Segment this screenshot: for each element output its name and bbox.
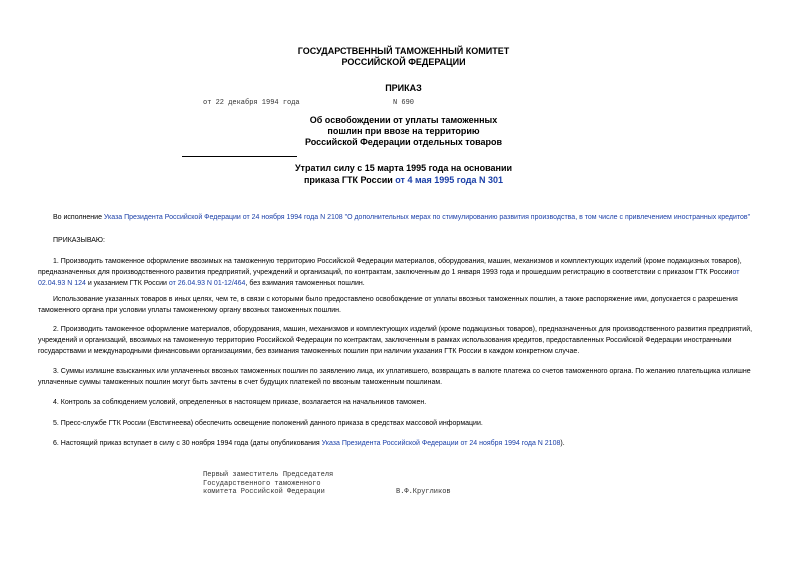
doc-subject: [0, 115, 807, 148]
annulment-prefix: приказа ГТК России: [303, 175, 396, 185]
paragraph-2: 2. Производить таможенное оформление материалов, оборудования, машин, механизмов и комплектующих изделий (кроме подакцизных товаров), предназначенных для производственного развития предприятий, учреждений и организаций, ввозимых на таможенную территорию Российской Федерации по контрактам, заключенным в рамках использования кредитов, предоставленных Российской Федерации иностранными государствами и международными финансовыми организациями, без взимания таможенных пошлин при наличии указания ГТК России в каждом конкретном случае.: [38, 326, 753, 355]
p6-decree-link[interactable]: Указа Президента Российской Федерации от 24 ноября 1994 года N 2108: [321, 440, 561, 447]
paragraph-3: 3. Суммы излишне взысканных или уплаченных ввозных таможенных пошлин по заявлению лица, их уплатившего, возвращать в валюте платежа со счетов таможенного органа. По желанию плательщика излишне уплаченные суммы таможенных пошлин могут быть зачтены в счет будущих платежей по ввозным таможенным пошлинам.: [38, 368, 751, 386]
annulment-link[interactable]: от 4 мая 1995 года N 301: [395, 175, 504, 185]
annulment-line-2: [0, 174, 807, 186]
p1-text-1: 1. Производить таможенное оформление ввозимых на таможенную территорию Российской Федерации материалов, оборудования, машин, механизмов и комплектующих изделий (кроме подакцизных товаров), предназначенных для производственного развития предприятий, учреждений и организаций, по контрактам, заключенным до 1 января 1993 года и прошедшим регистрацию в соответствии с приказом ГТК России: [38, 258, 742, 276]
divider: [182, 156, 297, 157]
annulment-note: [0, 162, 807, 186]
doc-number: N 690: [393, 99, 415, 107]
p1-text-2: и указанием ГТК России: [85, 280, 169, 287]
issuer-line-1: ГОСУДАРСТВЕННЫЙ ТАМОЖЕННЫЙ КОМИТЕТ: [297, 46, 510, 56]
paragraph-4: 4. Контроль за соблюдением условий, определенных в настоящем приказе, возлагается на начальников таможен.: [53, 399, 427, 406]
issuer-title: [0, 46, 807, 68]
signer-position-3: [203, 488, 451, 497]
signer-name: В.Ф.Кругликов: [396, 488, 451, 496]
p6-suffix: ).: [560, 440, 565, 447]
doc-date: от 22 декабря 1994 года: [203, 99, 300, 107]
signer-position-1: Первый заместитель Председателя: [203, 471, 334, 479]
doc-type: ПРИКАЗ: [385, 83, 422, 93]
p1-link-2[interactable]: от 26.04.93 N 01-12/464: [168, 280, 246, 287]
preamble-decree-link[interactable]: Указа Президента Российской Федерации от 24 ноября 1994 года N 2108 "О дополнительных мерах по стимулированию развития производства, в том числе с привлечением иностранных кредитов": [103, 214, 751, 221]
preamble-prefix: Во исполнение: [53, 214, 104, 221]
paragraph-1b: Использование указанных товаров в иных целях, чем те, в связи с которыми было предоставлено освобождение от уплаты ввозных таможенных пошлин, а также распоряжение ими, допускается с разрешения таможенного органа при условии уплаты таможенному органу ввозных таможенных пошлин.: [38, 296, 738, 314]
paragraph-5: 5. Пресс-службе ГТК России (Евстигнеева) обеспечить освещение положений данного приказа в средствах массовой информации.: [53, 420, 483, 427]
issuer-line-2: РОССИЙСКОЙ ФЕДЕРАЦИИ: [341, 57, 466, 67]
paragraph-6: [38, 438, 768, 449]
signature-block: [203, 471, 451, 497]
subject-line-2: пошлин при ввозе на территорию: [327, 126, 480, 136]
signer-position-2: Государственного таможенного: [203, 479, 321, 488]
subject-line-1: Об освобождении от уплаты таможенных: [309, 115, 498, 125]
subject-line-3: Российской Федерации отдельных товаров: [304, 137, 503, 147]
order-word: ПРИКАЗЫВАЮ:: [53, 237, 105, 244]
p1-text-3: , без взимания таможенных пошлин.: [245, 280, 365, 287]
p1-link-1[interactable]: от 02.04.93 N 124: [38, 269, 740, 287]
p6-prefix: 6. Настоящий приказ вступает в силу с 30 ноября 1994 года (даты опубликования: [53, 440, 322, 447]
annulment-line-1: Утратил силу с 15 марта 1995 года на основании: [294, 163, 513, 173]
preamble: [38, 212, 768, 223]
signer-position-3-text: комитета Российской Федерации: [203, 488, 325, 496]
dateline: [203, 99, 415, 107]
paragraph-1: [38, 256, 768, 289]
